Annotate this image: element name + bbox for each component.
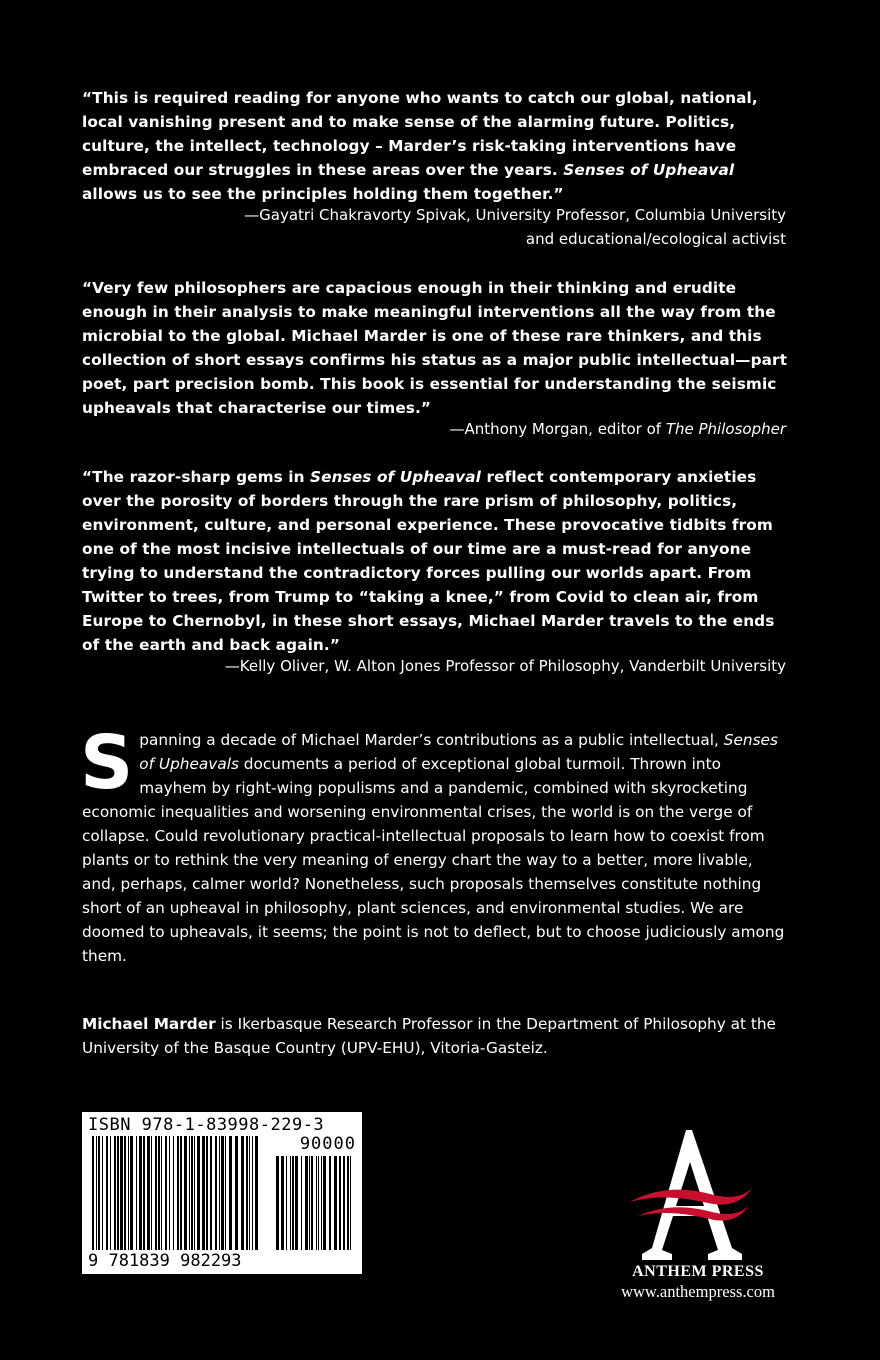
endorsement-attribution-1: —Gayatri Chakravorty Spivak, University Professor, Columbia University and educational/ecological activist — [244, 206, 786, 248]
barcode-bar — [106, 1136, 108, 1250]
endorsement-attribution-3: —Kelly Oliver, W. Alton Jones Professor of Philosophy, Vanderbilt University — [224, 657, 786, 675]
barcode-bar — [114, 1136, 116, 1250]
barcode-bar — [334, 1156, 337, 1250]
barcode-bar — [155, 1136, 157, 1250]
barcode-bar — [246, 1136, 248, 1250]
barcode-bar — [295, 1156, 298, 1250]
isbn-label: ISBN 978-1-83998-229-3 — [88, 1115, 325, 1135]
endorsement-quote-1: “This is required reading for anyone who wants to catch our global, national, local vanishing present and to make sense of the alarming future. Politics, culture, the intellect, technology – Marder’s risk-taking interventions have embraced our struggles in these areas over the years. Senses of Upheaval allows us to see the principles holding them together.” — [82, 89, 758, 203]
barcode-bar — [191, 1136, 193, 1250]
barcode-bar — [252, 1136, 253, 1250]
barcode-bar — [110, 1136, 111, 1250]
barcode-bar — [215, 1136, 217, 1250]
barcode-bar — [235, 1136, 238, 1250]
barcode-bar — [128, 1136, 129, 1250]
isbn-barcode — [82, 1112, 362, 1274]
barcode-bar — [249, 1136, 250, 1250]
barcode-bar — [219, 1136, 220, 1250]
barcode-bar — [189, 1136, 190, 1250]
barcode-bar — [206, 1136, 208, 1250]
barcode-bar — [173, 1136, 174, 1250]
anthem-press-logo-icon — [628, 1124, 754, 1264]
barcode-bar — [225, 1136, 226, 1250]
barcode-bar — [241, 1136, 244, 1250]
barcode-bar — [323, 1156, 326, 1250]
barcode-bar — [158, 1136, 160, 1250]
book-description: Spanning a decade of Michael Marder’s contributions as a public intellectual, Senses of Upheavals documents a period of exceptional global turmoil. Thrown into mayhem by right-wing populisms and a pandemic, combined with skyrocketing economic inequalities and worsening environmental crises, the world is on the verge of collapse. Could revolutionary practical-intellectual proposals to learn how to coexist from plants or to rethink the very meaning of energy chart the way to a better, more livable, and, perhaps, calmer world? Nonetheless, such proposals themselves constitute nothing short of an upheaval in philosophy, plant sciences, and environmental studies. We are doomed to upheavals, it seems; the point is not to deflect, but to choose judiciously among them. — [80, 720, 785, 965]
barcode-bar — [102, 1136, 103, 1250]
barcode-bar — [165, 1136, 167, 1250]
barcode-bar — [318, 1156, 319, 1250]
barcode-bar — [202, 1136, 205, 1250]
barcode-bar — [124, 1136, 126, 1250]
barcode-bar — [96, 1136, 97, 1250]
price-code: 90000 — [299, 1134, 356, 1154]
author-bio: Michael Marder is Ikerbasque Research Professor in the Department of Philosophy at the University of the Basque Country (UPV-EHU), Vitoria-Gasteiz. — [82, 1015, 776, 1057]
barcode-bar — [255, 1136, 258, 1250]
barcode-bar — [169, 1136, 170, 1250]
barcode-bar — [321, 1156, 322, 1250]
barcode-bar — [309, 1156, 310, 1250]
barcode-bar — [276, 1156, 279, 1250]
endorsement-quote-2: “Very few philosophers are capacious enough in their thinking and erudite enough in their analysis to make meaningful interventions all the way from the microbial to the global. Michael Marder is one of these rare thinkers, and this collection of short essays confirms his status as a major public intellectual—part poet, part precision bomb. This book is essential for understanding the seismic upheavals that characterise our times.” — [82, 279, 788, 417]
barcode-bar — [177, 1136, 179, 1250]
addon-barcode-bars — [276, 1156, 354, 1250]
barcode-bar — [194, 1136, 195, 1250]
barcode-bar — [290, 1156, 291, 1250]
barcode-bar — [286, 1156, 287, 1250]
barcode-bar — [136, 1136, 137, 1250]
publisher-url: www.anthempress.com — [621, 1282, 775, 1301]
barcode-bar — [281, 1156, 284, 1250]
barcode-bar — [292, 1156, 294, 1250]
publisher-name: ANTHEM PRESS — [632, 1263, 764, 1280]
barcode-bar — [210, 1136, 212, 1250]
endorsement-attribution-2: —Anthony Morgan, editor of The Philosopher — [449, 420, 786, 438]
barcode-bar — [301, 1156, 302, 1250]
barcode-bar — [329, 1156, 331, 1250]
barcode-bar — [221, 1136, 224, 1250]
barcode-bar — [229, 1136, 232, 1250]
publisher-block — [596, 1262, 800, 1302]
isbn-digits: 9 781839 982293 — [88, 1251, 242, 1271]
barcode-bar — [311, 1156, 313, 1250]
barcode-bar — [147, 1136, 150, 1250]
barcode-bar — [120, 1136, 123, 1250]
barcode-bar — [197, 1136, 200, 1250]
barcode-bar — [316, 1156, 317, 1250]
barcode-bar — [347, 1156, 349, 1250]
endorsement-quote-3: “The razor-sharp gems in Senses of Upheaval reflect contemporary anxieties over the porosity of borders through the rare prism of philosophy, politics, environment, culture, and personal experience. These provocative tidbits from one of the most incisive intellectuals of our time are a must-read for anyone trying to understand the contradictory forces pulling our worlds apart. From Twitter to trees, from Trump to “taking a knee,” from Covid to clean air, from Europe to Chernobyl, in these short essays, Michael Marder travels to the ends of the earth and back again.” — [82, 468, 775, 654]
barcode-bar — [98, 1136, 100, 1250]
barcode-bar — [143, 1136, 145, 1250]
barcode-bar — [343, 1156, 345, 1250]
drop-cap: S — [80, 720, 134, 806]
barcode-bars — [92, 1136, 260, 1250]
barcode-bar — [151, 1136, 152, 1250]
barcode-bar — [339, 1156, 341, 1250]
barcode-bar — [161, 1136, 162, 1250]
barcode-bar — [92, 1136, 94, 1250]
barcode-bar — [180, 1136, 182, 1250]
barcode-bar — [350, 1156, 351, 1250]
barcode-bar — [184, 1136, 187, 1250]
barcode-bar — [305, 1156, 308, 1250]
barcode-bar — [130, 1136, 133, 1250]
barcode-bar — [117, 1136, 119, 1250]
barcode-bar — [139, 1136, 142, 1250]
